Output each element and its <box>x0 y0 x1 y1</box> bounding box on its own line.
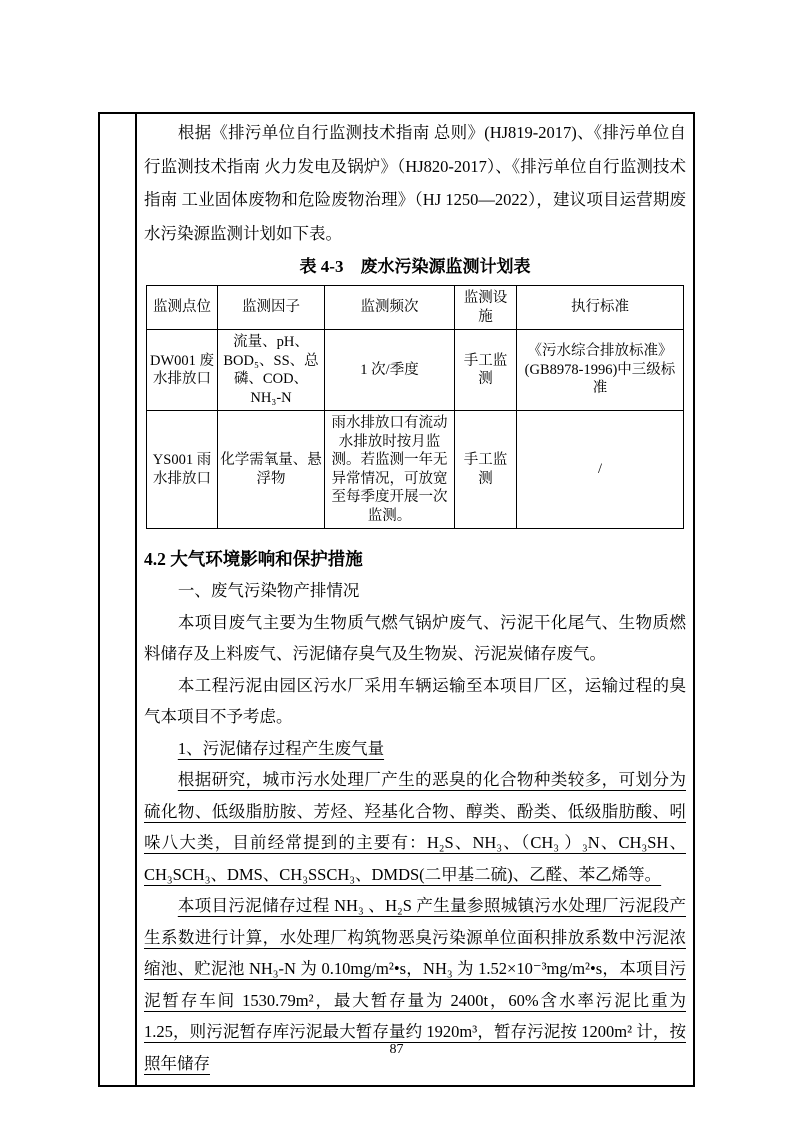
content-cell <box>137 114 693 1085</box>
col-header-standard: 执行标准 <box>517 286 684 330</box>
intro-paragraph: 根据《排污单位自行监测技术指南 总则》(HJ819-2017)、《排污单位自行监测技术指南 火力发电及锅炉》（HJ820-2017）、《排污单位自行监测技术指南 工业固体废物和危险废物治理》（HJ 1250—2022），建议项目运营期废水污染源监测计划如下表。 <box>144 123 686 243</box>
cell-standard: / <box>517 411 684 529</box>
paragraph: 一、废气污染物产排情况 <box>177 581 360 600</box>
col-header-frequency: 监测频次 <box>325 286 455 330</box>
cell-facility: 手工监测 <box>455 330 517 411</box>
table-row <box>147 411 684 529</box>
table-title: 表 4-3 废水污染源监测计划表 <box>299 257 531 276</box>
paragraph: 本工程污泥由园区污水厂采用车辆运输至本项目厂区，运输过程的臭气本项目不予考虑。 <box>144 675 686 726</box>
cell-factor: 化学需氧量、悬浮物 <box>218 411 325 529</box>
paragraph-underlined: 1、污泥储存过程产生废气量 <box>177 738 385 758</box>
cell-frequency: 雨水排放口有流动水排放时按月监测。若监测一年无异常情况，可放宽至每季度开展一次监测。 <box>325 411 455 529</box>
cell-factor: 流量、pH、BOD₅、SS、总磷、COD、NH₃-N <box>218 330 325 411</box>
col-header-factor: 监测因子 <box>218 286 325 330</box>
monitoring-table <box>146 285 684 529</box>
cell-frequency: 1 次/季度 <box>325 330 455 411</box>
cell-standard: 《污水综合排放标准》(GB8978-1996)中三级标准 <box>517 330 684 411</box>
col-header-facility: 监测设施 <box>455 286 517 330</box>
paragraph-underlined: 本项目污泥储存过程 NH₃ 、H₂S 产生量参照城镇污水处理厂污泥段产生系数进行计算，水处理厂构筑物恶臭污染源单位面积排放系数中污泥浓缩池、贮泥池 NH₃-N 为 0.10mg/m²•s，NH₃ 为 1.52×10⁻³mg/m²•s，本项目污泥暂存车间 1530.79m²，最大暂存量为 2400t，60%含水率污泥比重为 1.25，则污泥暂存库污泥最大暂存量约 1920m³，暂存污泥按 1200m² 计，按照年储存 <box>144 896 686 1073</box>
page-number: 87 <box>389 1042 404 1057</box>
paragraph: 本项目废气主要为生物质气燃气锅炉废气、污泥干化尾气、生物质燃料储存及上料废气、污泥储存臭气及生物炭、污泥炭储存废气。 <box>144 612 686 663</box>
section-heading: 4.2 大气环境影响和保护措施 <box>144 549 363 569</box>
page-frame <box>98 112 695 1087</box>
cell-facility: 手工监测 <box>455 411 517 529</box>
table-header-row <box>147 286 684 330</box>
left-margin-column <box>100 114 137 1085</box>
table-row <box>147 330 684 411</box>
cell-point: DW001 废水排放口 <box>147 330 218 411</box>
paragraph-underlined: 根据研究，城市污水处理厂产生的恶臭的化合物种类较多，可划分为硫化物、低级脂肪胺、芳烃、羟基化合物、醇类、酚类、低级脂肪酸、吲哚八大类，目前经常提到的主要有：H₂S、NH₃、（CH₃ ）₃N、CH₃SH、CH₃SCH₃、DMS、CH₃SSCH₃、DMDS(二甲基二硫)、乙醛、苯乙烯等。 <box>144 770 686 884</box>
col-header-point: 监测点位 <box>147 286 218 330</box>
cell-point: YS001 雨水排放口 <box>147 411 218 529</box>
